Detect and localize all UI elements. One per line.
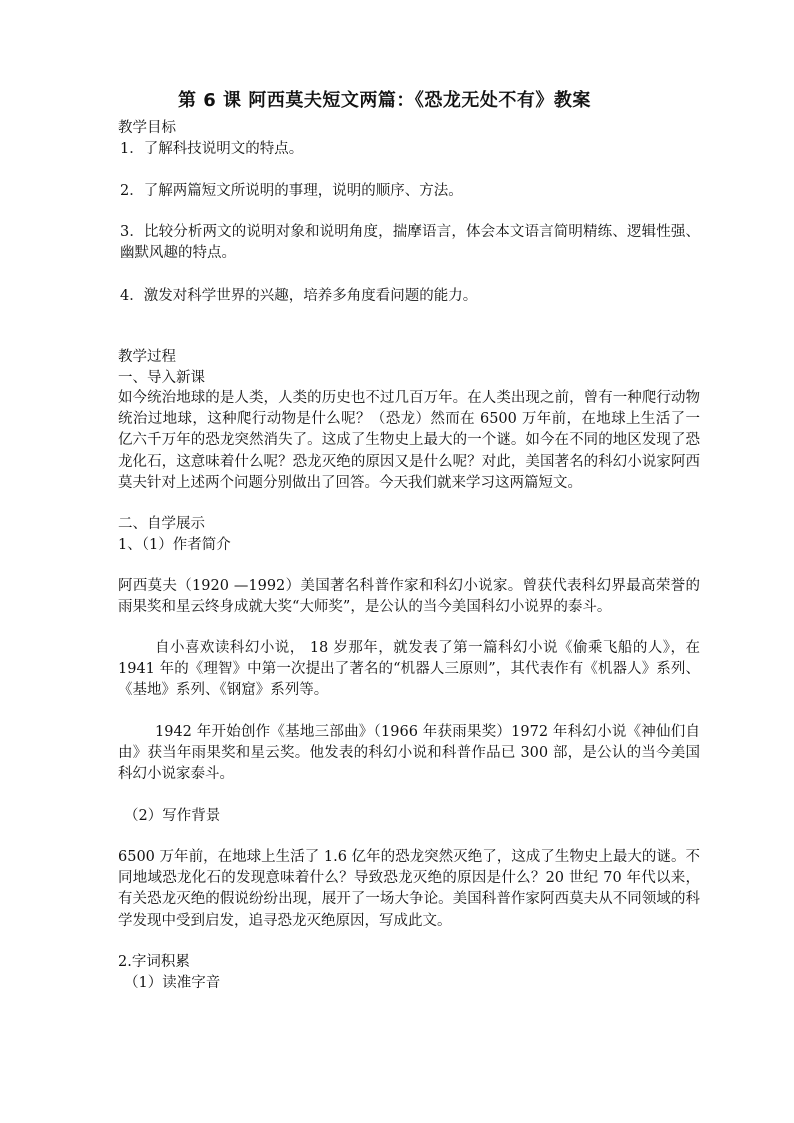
author-paragraph-3: 1942 年开始创作《基地三部曲》（1966 年获雨果奖）1972 年科幻小说《神仙们自由》获当年雨果奖和星云奖。他发表的科幻小说和科普作品已 300 部，是公认的当今美国科幻小说家泰斗。 (118, 724, 700, 783)
background-heading: （2）写作背景 (124, 808, 221, 824)
background-paragraph: 6500 万年前，在地球上生活了 1.6 亿年的恐龙突然灭绝了，这成了生物史上最大的谜。不同地域恐龙化石的发现意味着什么？导致恐龙灭绝的原因是什么？20 世纪 70 年代以来，有关恐龙灭绝的假说纷纷出现，展开了一场大争论。美国科普作家阿西莫夫从不同领域的科学发现中受到启发，追寻恐龙灭绝原因，写成此文。 (118, 849, 700, 929)
objectives-heading: 教学目标 (118, 120, 176, 136)
section2-heading: 二、自学展示 (118, 516, 205, 532)
objective-item-3: 3．比较分析两文的说明对象和说明角度，揣摩语言，体会本文语言简明精练、逻辑性强、幽默风趣的特点。 (120, 224, 700, 262)
objective-item-2: 2．了解两篇短文所说明的事理，说明的顺序、方法。 (120, 183, 463, 199)
process-heading: 教学过程 (118, 349, 176, 365)
author-paragraph-1: 阿西莫夫（1920 —1992）美国著名科普作家和科幻小说家。曾获代表科幻界最高荣誉的雨果奖和星云终身成就大奖“大师奖”，是公认的当今美国科幻小说界的泰斗。 (118, 578, 700, 616)
author-heading: 1、（1）作者简介 (118, 537, 231, 553)
objective-item-4: 4．激发对科学世界的兴趣，培养多角度看问题的能力。 (120, 288, 478, 304)
author-paragraph-2: 自小喜欢读科幻小说， 18 岁那年，就发表了第一篇科幻小说《偷乘飞船的人》，在 1941 年的《理智》中第一次提出了著名的“机器人三原则”，其代表作有《机器人》系列、《基地》系列、《钢窟》系列等。 (118, 640, 700, 699)
objective-item-1: 1．了解科技说明文的特点。 (120, 141, 304, 157)
document-title: 第 6 课 阿西莫夫短文两篇：《恐龙无处不有》教案 (178, 90, 591, 111)
pronunciation-heading: （1）读准字音 (124, 975, 221, 991)
vocab-heading: 2.字词积累 (118, 954, 190, 970)
section1-paragraph: 如今统治地球的是人类，人类的历史也不过几百万年。在人类出现之前，曾有一种爬行动物统治过地球，这种爬行动物是什么呢？（恐龙）然而在 6500 万年前，在地球上生活了一亿六千万年的恐龙突然消失了。这成了生物史上最大的一个谜。如今在不同的地区发现了恐龙化石，这意味着什么呢？恐龙灭绝的原因又是什么呢？对此，美国著名的科幻小说家阿西莫夫针对上述两个问题分别做出了回答。今天我们就来学习这两篇短文。 (118, 390, 700, 491)
section1-heading: 一、导入新课 (118, 370, 205, 386)
